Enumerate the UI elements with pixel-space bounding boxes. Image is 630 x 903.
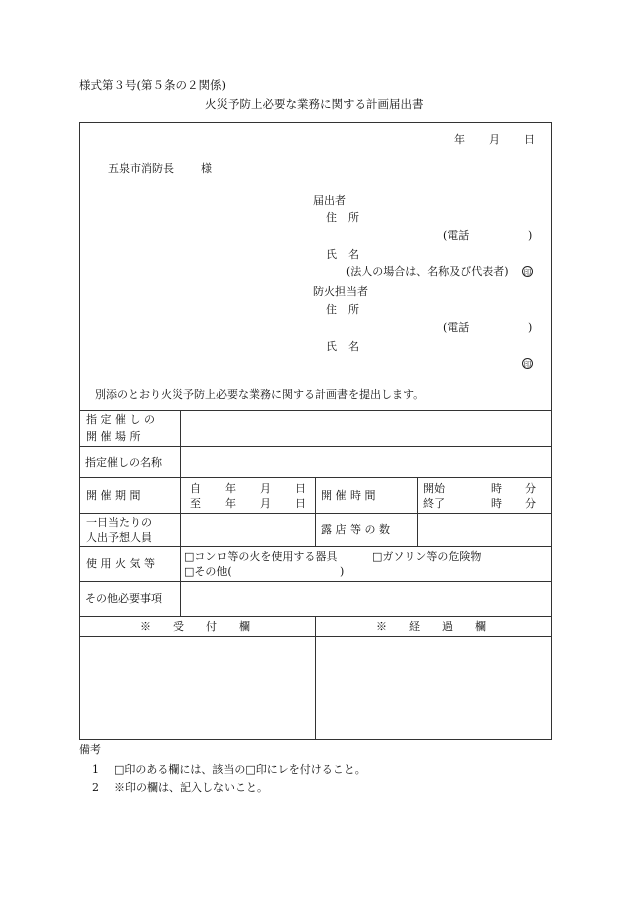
- reception-column-header: ※ 受 付 欄: [140, 620, 250, 633]
- notifier-phone-close: ): [528, 229, 533, 242]
- notifier-name-label: 氏 名: [326, 248, 359, 261]
- stalls-label: 露 店 等 の 数: [321, 523, 390, 536]
- note-1-number: 1: [92, 763, 99, 776]
- hours-start: 開始: [423, 482, 445, 495]
- date-year-label: 年: [454, 133, 465, 146]
- fire-officer-address-label: 住 所: [326, 303, 359, 316]
- fire-officer-name-label: 氏 名: [326, 340, 359, 353]
- rule-right-column: [417, 477, 418, 546]
- form-number: 様式第３号(第５条の２関係): [79, 78, 226, 92]
- hours-end-hour: 時: [491, 497, 502, 510]
- hours-label: 開 催 時 間: [321, 489, 376, 502]
- notifier-phone-label: (電話: [443, 229, 470, 242]
- fire-use-label: 使 用 火 気 等: [86, 557, 155, 570]
- honorific: 様: [201, 162, 212, 175]
- period-to-day: 日: [295, 497, 306, 510]
- submission-statement: 別添のとおり火災予防上必要な業務に関する計画書を提出します。: [95, 388, 425, 401]
- date-month-label: 月: [489, 133, 500, 146]
- corporate-note: (法人の場合は、名称及び代表者): [346, 265, 509, 278]
- attendance-label-line1: 一日当たりの: [86, 516, 152, 529]
- note-1-text: □印のある欄には、該当の□印にレを付けること。: [114, 763, 366, 776]
- period-to-month: 月: [260, 497, 271, 510]
- note-2-number: 2: [92, 781, 99, 794]
- venue-label-line2: 開 催 場 所: [86, 430, 141, 443]
- rule-venue-top: [79, 410, 552, 411]
- form-title: 火災予防上必要な業務に関する計画届出書: [205, 97, 424, 111]
- rule-name-top: [79, 446, 552, 447]
- rule-label-column: [180, 410, 181, 616]
- period-to-year: 年: [225, 497, 236, 510]
- hours-end: 終了: [423, 497, 445, 510]
- notes-heading: 備考: [79, 743, 101, 756]
- other-items-label: その他必要事項: [85, 592, 162, 605]
- notifier-address-label: 住 所: [326, 211, 359, 224]
- fire-officer-label: 防火担当者: [313, 285, 368, 298]
- rule-other-top: [79, 581, 552, 582]
- note-2-text: ※印の欄は、記入しないこと。: [114, 781, 268, 794]
- attendance-label-line2: 人出予想人員: [86, 531, 152, 544]
- venue-label-line1: 指 定 催 し の: [86, 413, 155, 426]
- progress-column-header: ※ 経 過 欄: [376, 620, 486, 633]
- period-from: 自: [190, 482, 201, 495]
- hours-end-minute: 分: [525, 497, 536, 510]
- fire-officer-phone-label: (電話: [443, 321, 470, 334]
- period-label: 開 催 期 間: [86, 489, 141, 502]
- hours-start-hour: 時: [491, 482, 502, 495]
- event-name-label: 指定催しの名称: [85, 456, 162, 469]
- hours-start-minute: 分: [525, 482, 536, 495]
- addressee: 五泉市消防長: [108, 162, 174, 175]
- rule-fire-top: [79, 546, 552, 547]
- period-from-month: 月: [260, 482, 271, 495]
- option-stove-checkbox[interactable]: □コンロ等の火を使用する器具: [184, 550, 338, 563]
- period-from-day: 日: [295, 482, 306, 495]
- option-other-close: ): [340, 565, 345, 578]
- rule-mid-column: [315, 477, 316, 546]
- option-other-checkbox[interactable]: □その他(: [184, 565, 232, 578]
- date-day-label: 日: [524, 133, 535, 146]
- seal-stamp-1: 印: [523, 268, 532, 277]
- seal-stamp-2: 印: [523, 360, 532, 369]
- option-gasoline-checkbox[interactable]: □ガソリン等の危険物: [372, 550, 482, 563]
- rule-bottom-split: [315, 616, 316, 740]
- period-to: 至: [190, 497, 201, 510]
- fire-officer-phone-close: ): [528, 321, 533, 334]
- notifier-label: 届出者: [313, 194, 346, 207]
- period-from-year: 年: [225, 482, 236, 495]
